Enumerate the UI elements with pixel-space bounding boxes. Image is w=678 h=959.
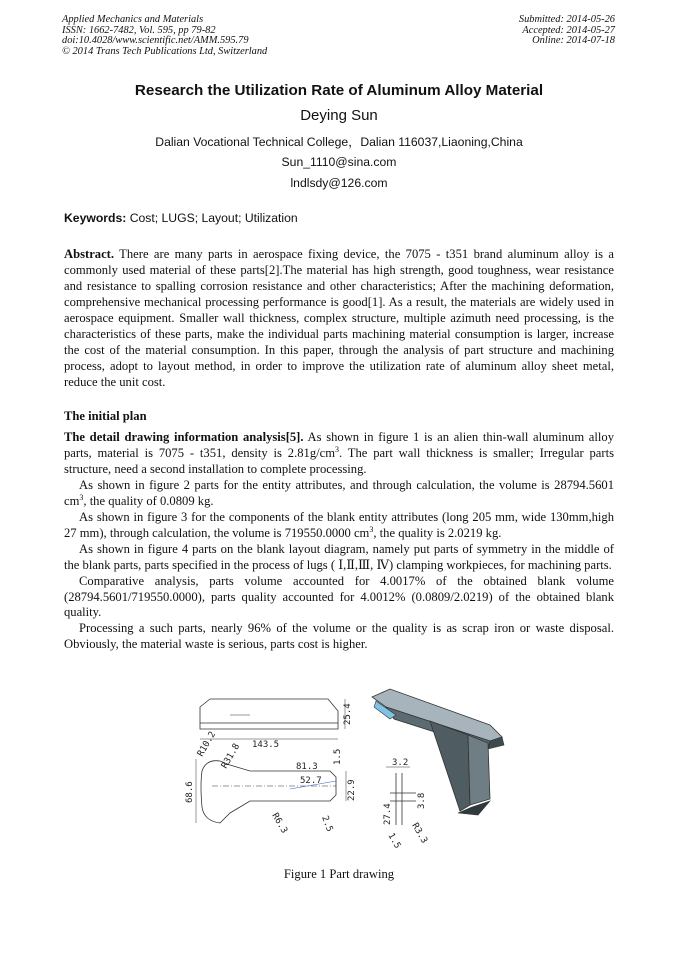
paragraph-3-text-a: As shown in figure 3 for the components of the blank entity attributes (long 205 mm, wide 130mm,high 27 mm), through calculation, the volume is 719550.0000 cm — [64, 509, 614, 540]
part-drawing-figure — [185, 685, 510, 851]
front-view — [196, 759, 346, 823]
paragraph-1 — [64, 430, 614, 478]
online-date: Online: 2014-07-18 — [532, 35, 615, 47]
dim-r3-3: R3.3 — [409, 821, 429, 846]
abstract-text: There are many parts in aerospace fixing device, the 7075 - t351 brand aluminum alloy is a commonly used material of these parts[2].The material has high strength, good toughness, wear resistance and resistance to spalling corrosion resistance and other characteristics; After the machining deformation, comprehensive mechanical processing performance is good[1]. As a result, the materials are widely used in aerospace equipment. Smaller wall thickness, complex structure, multiple azimuth need processing, is the characteristics of these parts, make the individual parts machining material consumption is larger, increase the cost of the material consumption. In this paper, through the analysis of part structure and machining process, adopt to layout method, in order to improve the utilization rate of aluminum alloy sheet metal, reduce the unit cost. — [64, 247, 614, 389]
paragraph-1-text-a: As shown in figure 1 is an alien thin-wall aluminum alloy parts, material is 7075 - t351, density is 2.81g/cm — [64, 430, 614, 460]
dim-height: 25.4 — [343, 703, 353, 725]
superscript: 3 — [369, 524, 374, 534]
dim-52-7: 52.7 — [300, 776, 322, 786]
dim-22-9: 22.9 — [347, 779, 357, 801]
dim-length: 143.5 — [252, 740, 280, 750]
top-view — [200, 699, 345, 739]
submission-dates — [519, 15, 615, 47]
journal-name: Applied Mechanics and Materials — [62, 14, 204, 25]
paragraph-1-text-b: . The part wall thickness is smaller; Irregular parts structure, need a second installation to complete processing. — [64, 445, 614, 476]
paragraph-6: Processing a such parts, nearly 96% of the volume or the quality is as scrap iron or waste disposal. Obviously, the material waste is serious, parts cost is higher. — [64, 621, 614, 652]
keywords — [64, 211, 298, 225]
journal-info — [62, 15, 267, 57]
dim-3-8: 3.8 — [417, 792, 427, 809]
paragraph-2-text-a: As shown in figure 2 parts for the entity attributes, and through calculation, the volume is 28794.5601 cm — [64, 477, 614, 508]
author-email-1: Sun_1110@sina.com — [281, 155, 397, 169]
superscript: 3 — [335, 444, 340, 454]
paragraph-2 — [64, 478, 614, 510]
copyright-line: © 2014 Trans Tech Publications Ltd, Switzerland — [62, 45, 268, 57]
dim-r10-2: R10.2 — [195, 730, 219, 759]
dim-27-4: 27.4 — [383, 803, 393, 825]
abstract — [64, 247, 614, 391]
dim-3-2: 3.2 — [392, 758, 409, 768]
paragraph-2-text-b: , the quality of 0.0809 kg. — [83, 493, 214, 508]
section-heading: The initial plan — [64, 409, 147, 423]
paragraph-5: Comparative analysis, parts volume accounted for 4.0017% of the obtained blank volume (28794.5601/719550.0000), parts quality accounted for 4.0012% (0.0809/2.0219) of the obtained blank quality. — [64, 573, 614, 620]
section-body — [64, 430, 614, 653]
author-email-2: lndlsdy@126.com — [290, 176, 388, 190]
paragraph-4: As shown in figure 4 parts on the blank layout diagram, namely put parts of symmetry in the middle of the blank parts, parts specified in the process of lugs ( Ⅰ,Ⅱ,Ⅲ, Ⅳ) clamping workpieces, for machining parts. — [64, 541, 614, 572]
paper-title: Research the Utilization Rate of Aluminum Alloy Material — [134, 82, 544, 99]
submitted-date: Submitted: 2014-05-26 — [518, 14, 615, 25]
doi-line: doi:10.4028/www.scientific.net/AMM.595.79 — [62, 35, 249, 47]
dim-1-5: 1.5 — [333, 748, 343, 765]
dim-r31-8: R31.8 — [219, 742, 243, 771]
accepted-date: Accepted: 2014-05-27 — [522, 24, 615, 36]
dim-1-5b: 1.5 — [385, 831, 403, 851]
keywords-list: Cost; LUGS; Layout; Utilization — [126, 211, 298, 225]
dim-81-3: 81.3 — [296, 762, 318, 772]
author-affiliation: Dalian Vocational Technical College，Dalian 116037,Liaoning,China — [155, 135, 523, 149]
paragraph-3-text-b: , the quality is 2.0219 kg. — [373, 525, 502, 540]
figure-caption: Figure 1 Part drawing — [283, 867, 395, 881]
paragraph-3 — [64, 510, 614, 542]
dim-2-5: 2.5 — [319, 814, 335, 834]
paragraph-1-label: The detail drawing information analysis[5]. — [64, 430, 304, 444]
abstract-label: Abstract. — [64, 247, 115, 261]
dim-r6-3: R6.3 — [269, 811, 289, 836]
paper-author: Deying Sun — [300, 107, 378, 124]
part-3d-render — [372, 689, 504, 815]
superscript: 3 — [79, 492, 84, 502]
dim-68-6: 68.6 — [185, 781, 195, 803]
issn-line: ISSN: 1662-7482, Vol. 595, pp 79-82 — [62, 24, 216, 36]
keywords-label: Keywords: — [64, 211, 127, 225]
